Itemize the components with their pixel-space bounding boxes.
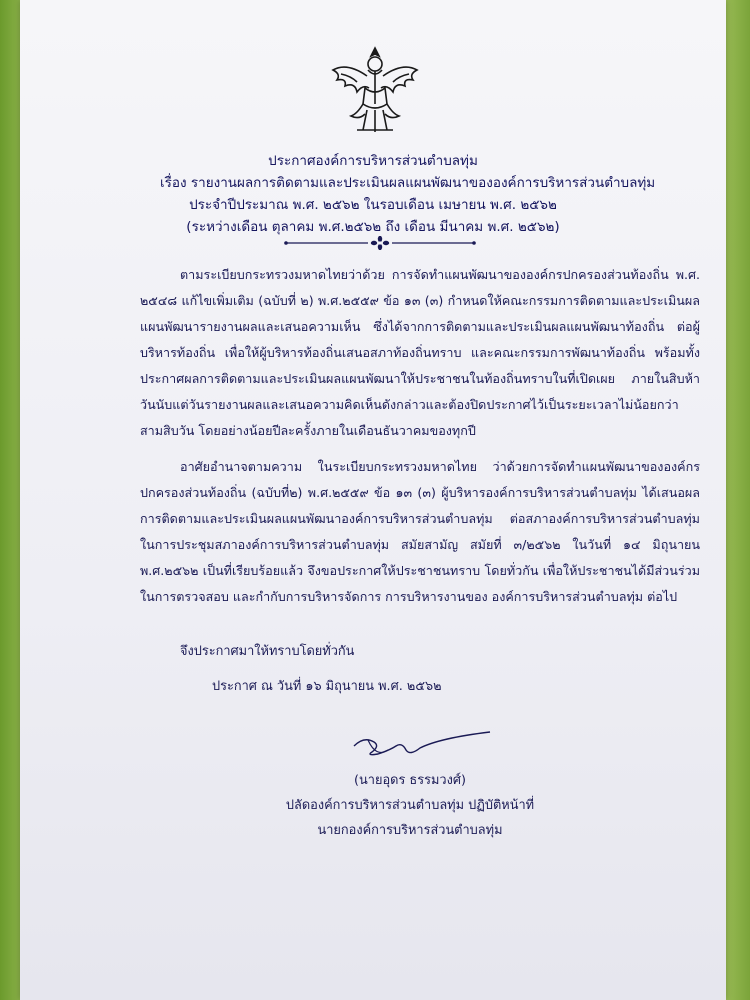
announcement-fiscal-year: ประจำปีประมาณ พ.ศ. ๒๕๖๒ ในรอบเดือน เมษายน พ.ศ. ๒๕๖๒ bbox=[189, 197, 557, 213]
signatory-position: ปลัดองค์การบริหารส่วนตำบลทุ่ม ปฏิบัติหน้าที่ bbox=[285, 798, 535, 813]
garuda-emblem bbox=[327, 44, 423, 136]
signatory-name: (นายอุดร ธรรมวงศ์) bbox=[354, 773, 466, 788]
paragraph-1-text: ตามระเบียบกระทรวงมหาดไทยว่าด้วย การจัดทำแผนพัฒนาขององค์กรปกครองส่วนท้องถิ่น พ.ศ. ๒๕๔๘ แก้ไขเพิ่มเติม (ฉบับที่ ๒) พ.ศ.๒๕๕๙ ข้อ ๑๓ (๓) กำหนดให้คณะกรรมการติดตามและประเมินผลแผนพัฒนารายงานผลและเสนอความเห็น ซึ่งได้จากการติดตามและประเมินผลแผนพัฒนาท้องถิ่น ต่อผู้บริหารท้องถิ่น เพื่อให้ผู้บริหารท้องถิ่นเสนอสภาท้องถิ่นทราบ และคณะกรรมการพัฒนาท้องถิ่น พร้อมทั้งประกาศผลการติดตามและประเมินผลแผนพัฒนาให้ประชาชนในท้องถิ่นทราบในที่เปิดเผย ภายในสิบห้าวันนับแต่วันรายงานผลและเสนอความคิดเห็นดังกล่าวและต้องปิดประกาศไว้เป็นระยะเวลาไม่น้อยกว่าสามสิบวัน โดยอย่างน้อยปีละครั้งภายในเดือนธันวาคมของทุกปี bbox=[140, 267, 700, 438]
announcement-period: (ระหว่างเดือน ตุลาคม พ.ศ.๒๕๖๒ ถึง เดือน มีนาคม พ.ศ. ๒๕๖๒) bbox=[186, 219, 560, 235]
body-paragraph-1 bbox=[140, 262, 700, 444]
closing-statement: จึงประกาศมาให้ทราบโดยทั่วกัน bbox=[180, 644, 355, 659]
background-left bbox=[0, 0, 22, 1000]
announcement-header bbox=[20, 150, 726, 238]
announcement-subject: เรื่อง รายงานผลการติดตามและประเมินผลแผนพัฒนาขององค์การบริหารส่วนตำบลทุ่ม bbox=[160, 175, 656, 191]
ornament-divider bbox=[280, 236, 480, 250]
body-paragraph-2 bbox=[140, 454, 700, 610]
paragraph-2-text: อาศัยอำนาจตามความ ในระเบียบกระทรวงมหาดไทย ว่าด้วยการจัดทำแผนพัฒนาขององค์กรปกครองส่วนท้องถิ่น (ฉบับที่๒) พ.ศ.๒๕๕๙ ข้อ ๑๓ (๓) ผู้บริหารองค์การบริหารส่วนตำบลทุ่ม ได้เสนอผลการติดตามและประเมินผลแผนพัฒนาองค์การบริหารส่วนตำบลทุ่ม ต่อสภาองค์การบริหารส่วนตำบลทุ่ม ในการประชุมสภาองค์การบริหารส่วนตำบลทุ่ม สมัยสามัญ สมัยที่ ๓/๒๕๖๒ ในวันที่ ๑๔ มิถุนายน พ.ศ.๒๕๖๒ เป็นที่เรียบร้อยแล้ว จึงขอประกาศให้ประชาชนทราบ โดยทั่วกัน เพื่อให้ประชาชนได้มีส่วนร่วมในการตรวจสอบ และกำกับการบริหารจัดการ การบริหารงานของ องค์การบริหารส่วนตำบลทุ่ม ต่อไป bbox=[140, 459, 700, 604]
signatory-block bbox=[270, 768, 550, 843]
handwritten-signature bbox=[350, 728, 500, 764]
document-page bbox=[20, 0, 726, 1000]
signatory-position-acting: นายกองค์การบริหารส่วนตำบลทุ่ม bbox=[317, 823, 503, 838]
background-right bbox=[722, 0, 750, 1000]
announcement-date: ประกาศ ณ วันที่ ๑๖ มิถุนายน พ.ศ. ๒๕๖๒ bbox=[212, 679, 442, 694]
announcement-title: ประกาศองค์การบริหารส่วนตำบลทุ่ม bbox=[268, 153, 478, 169]
